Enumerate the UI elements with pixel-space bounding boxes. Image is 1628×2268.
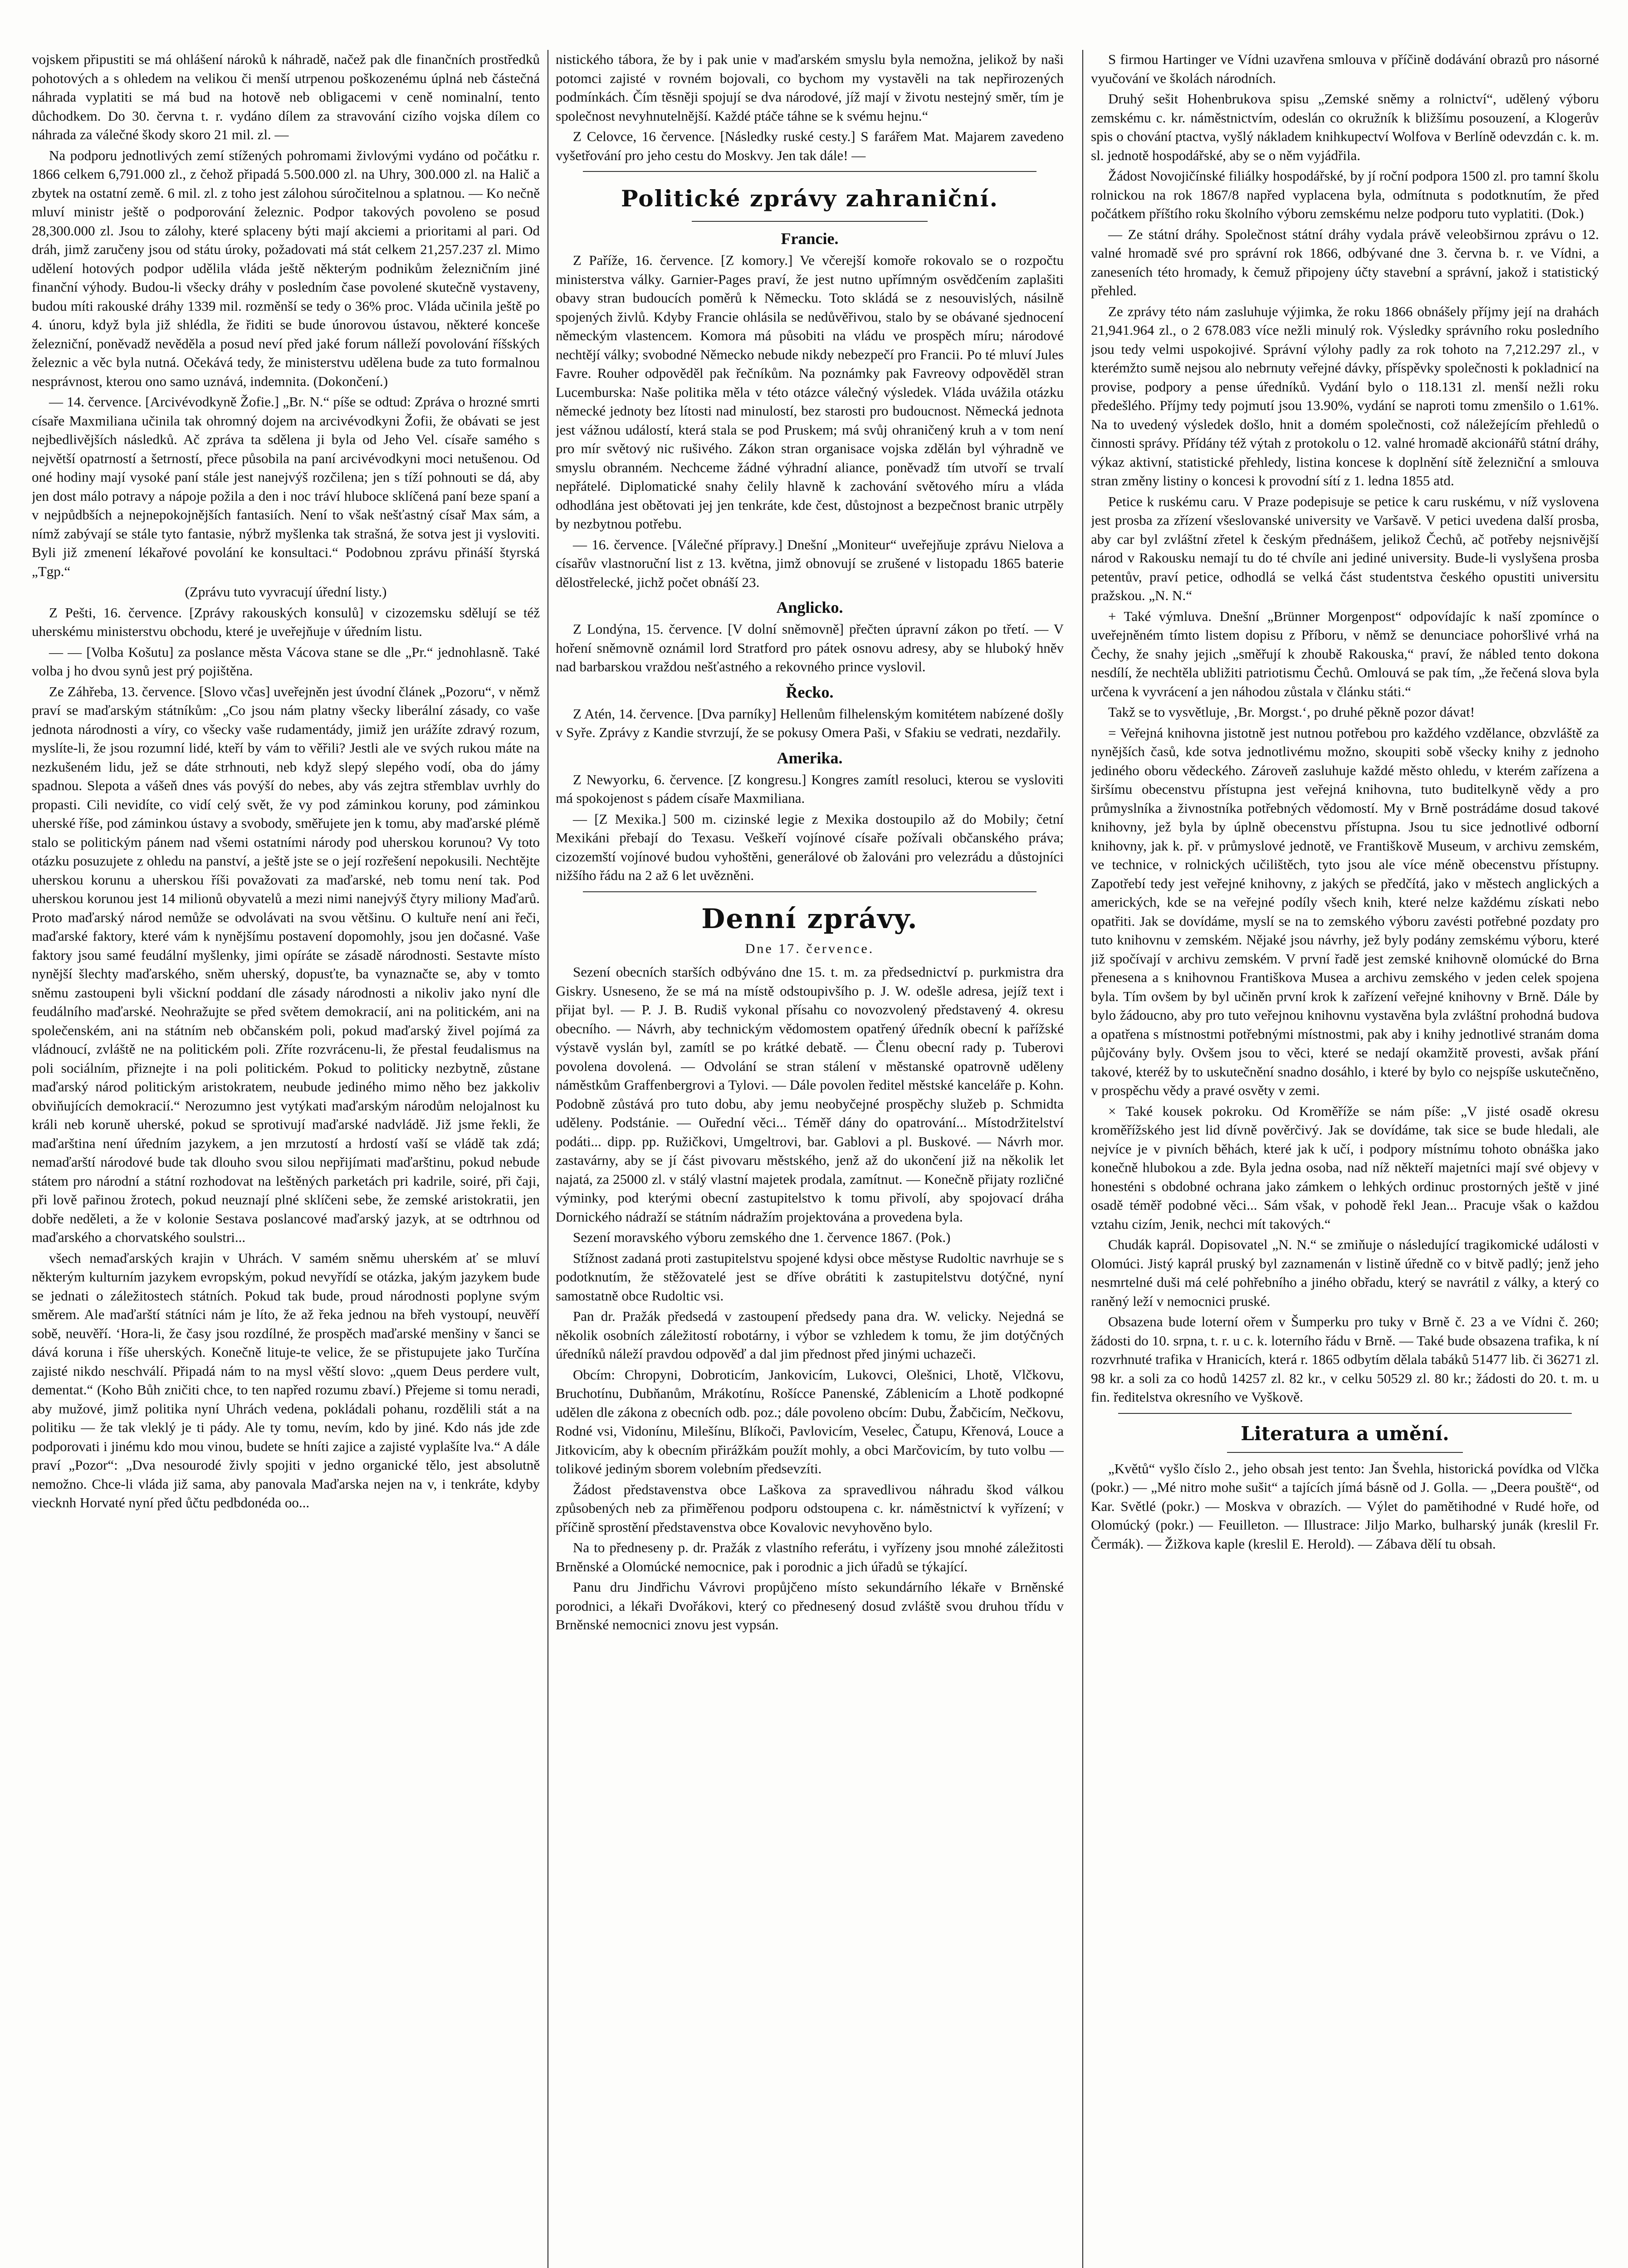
section-rule — [583, 891, 1036, 892]
paragraph: Petice k ruskému caru. V Praze podepisuje se petice k caru ruskému, v níž vyslovena jest prosba za zřízení všeslovanské university ve Varšavě. V petici uvedena další prosba, aby car byl zvláštní zřetel k českým přednášem, jelikož Čechů, ač potřeby nejsnivější národ v Rakousku nemají tu do té chvíle ani jediné university. Bude-li vyslyšena prosba petentův, praví petice, odhodlá se velká část studentstva českého opustiti universitu pražskou. „N. N.“ — [1091, 493, 1599, 603]
paragraph: × Také kousek pokroku. Od Kroměříže se nám píše: „V jisté osadě okresu kroměřížského jest lid dívně pověrčivý. Jak se dovídáme, tak sice se bude hledali, ale nejvíce je v pivních běhách, které jak k učí, i podpory místnímu tohoto obnáška jako konečně hlubokou a zde. Byla jedna osoba, nad níž někteří majetníci mají své objevy v honesténi s obdobné ochrana jako zámkem o lehkých ordinuc prostorných ještě v jiné osadě téměř podobné věci... Sám však, v pohodě řekl Jean... Pracuje však o každou vztahu cizím, Jenik, nechci mít takových.“ — [1091, 1103, 1599, 1232]
section-rule — [692, 221, 928, 222]
paragraph: Chudák kaprál. Dopisovatel „N. N.“ se zmiňuje o následující tragikomické události v Olomúci. Jistý kaprál pruský byl zaznamenán v listině úředně co v bitvě padlý; jenž jeho nesmrtelné duši má celé pohřebního a jiného obřadu, který se navrátil z války, a který co raněný leží v nemocnici pruské. — [1091, 1237, 1599, 1309]
paragraph: všech nemaďarských krajin v Uhrách. V samém sněmu uherském ať se mluví některým kulturním jazykem evropským, pokud nevyřídí se otázka, jakým jazykem bude se jednati o záležitostech státních. Pokud tak bude, proud národnosti poplyne svým směrem. Ale maďarští státníci nám je líto, že až řeka jednou na břeh vystoupí, neuvěří sobě, neuvěří. ‘Hora-li, že časy jsou rozdílné, že prospěch maďarské menšiny v šanci se dává koruna i říše uherských. Konečně lituje-te velice, že se přistupujete jako Turčína zajisté nikdo neschválí. Připadá nám to na mysl věští slovo: „quem Deus perdere vult, dementat.“ (Koho Bůh zničiti chce, to ten napřed rozumu zbaví.) Přejeme si tomu neradi, aby mužové, jimž politika nyní Uhrách vedena, pokládali pohanu, rozdělili stát a na politiku — že tak vleklý je ti pády. Ale ty tomu, nevím, kdo by jiné. Kdo nás jde zde podporovati i jinému kdo mou vinou, budete se hníti zajice a zajisté vyplašíte lva.“ A dále praví „Pozor“: „Dva nesourodé živly spojiti v jedno organické tělo, jest absolutně nemožno. Chce-li vláda již sama, aby panovala Maďarska nejen na v, i tenkráte, kdyby viecknh Horvaté nyní před ůčtu pedbdonéda oo... — [32, 1250, 540, 1510]
paragraph: Stížnost zadaná proti zastupitelstvu spojené kdysi obce městyse Rudoltic navrhuje se s podotknutím, že stěžovatelé jest se dříve obrátiti k zastupitelstvu dotýčné, nyní samostatně obce Rudoltic vsi. — [556, 1250, 1064, 1304]
country-heading: Řecko. — [786, 683, 834, 701]
paragraph: Na to předneseny p. dr. Pražák z vlastního referátu, i vyřízeny jsou mnohé záležitosti Brněnské a Olomúcké nemocnice, pak i porodnic a jich úřadů se týkající. — [556, 1540, 1064, 1574]
paragraph: vojskem připustiti se má ohlášení nároků k náhradě, načež pak dle finančních prostředků pohotových a s ohledem na velikou či menší utrpenou poškozenému úplná neb částečná náhrada vyplatiti se má bud na hotově neb obligacemi v ceně nominalní, tento důchodkem. Do 30. června t. r. vydáno dílem za stravování cizího vojska dílem co náhrada za válečné škody skoro 21 mil. zl. — — [32, 51, 540, 142]
paragraph: — [Z Mexika.] 500 m. cizinské legie z Mexika dostoupilo až do Mobily; četní Mexikáni přebají do Texasu. Veškeří vojínové císaře požívali občanského práva; cizozemští vojínové budou vyhoštěni, generálové ob žalováni pro velezrádu a důstojníci nižšího řádu na 2 až 6 let uvězněni. — [556, 811, 1064, 883]
country-heading: Francie. — [781, 230, 839, 248]
paragraph: — 16. července. [Válečné přípravy.] Dnešní „Moniteur“ uveřejňuje zprávu Nielova a císařův vlastnoruční list z 13. května, jimž obnovují se zrušené v listopadu 1865 baterie dělostřelecké, jichž počet obnáší 23. — [556, 536, 1064, 590]
paragraph: Z Newyorku, 6. července. [Z kongresu.] Kongres zamítl resoluci, kterou se vysloviti má spokojenost s pádem císaře Maxmiliana. — [556, 771, 1064, 806]
section-heading: Denní zprávy. — [701, 903, 918, 935]
paragraph: — 14. července. [Arcivévodkyně Žofie.] „Br. N.“ píše se odtud: Zpráva o hrozné smrti císaře Maxmiliana učinila tak ohromný dojem na arcivévodkyni Žofii, že obávati se jest nejbedlivějších následků. Ač zpráva ta sdělena ji byla od Jeho Vel. císaře samého s největší opatrností a šetrností, přece působila na paní arcivévodkyni moci netušenou. Od oné hodiny mají vysoké paní stále jest nanejvýš rozčilena; jen s tíží pohnouti se dá, aby jen dost málo potravy a nápoje požila a den i noc tráví hluboce sklíčená paní beze spaní a v nejpůdbších a nejnepokojnějších fantasiích. Není to však nešťastný císař Max sám, a nímž zabývají se stále tyto fantasie, nýbrž myšlenka tak strašná, že sotva jest ji vysloviti. Byli již zmenení lékařové povolání ke konsultaci.“ Podobnou zprávu přináší štyrská „Tgp.“ — [32, 394, 540, 579]
paragraph: S firmou Hartinger ve Vídni uzavřena smlouva v příčině dodávání obrazů pro násorné vyučování ve školách národních. — [1091, 51, 1599, 86]
section-rule — [583, 171, 1036, 172]
paragraph: Panu dru Jindřichu Vávrovi propůjčeno místo sekundárního lékaře v Brněnské porodnici, a lékaři Dvořákovi, který co přednesený dosud zvláště svou druhou třídu v Brněnské nemocnici znovu jest vypsán. — [556, 1579, 1064, 1633]
country-heading: Amerika. — [777, 748, 843, 767]
paragraph: + Také výmluva. Dnešní „Brünner Morgenpost“ odpovídajíc k naší zpomínce o uveřejněném tímto listem dopisu z Příboru, v němž se denunciace pohoršlivé vrhá na Čechy, že snahy jejich „směřují k zhoubě Rakouska,“ praví, že nábled tento dokona nesdílí, že nechtěla ubližiti patriotismu Čechů. Omlouvá se pak tím, „že řečená slova byla určena k vyvrácení a jen náhodou zůstala v článku státi.“ — [1091, 608, 1599, 699]
paragraph: nistického tábora, že by i pak unie v maďarském smyslu byla nemožna, jelikož by naši potomci zajisté v rovném bojovali, co bychom my vystavěli na tak nepřirozených podmínkách. Čím těsněji spojují se dva národové, jíž mají v životu nestejný směr, tím je společnost nevyhnutelnější. Každé ptáče táhne se k svému hejnu.“ — [556, 51, 1064, 124]
column-left — [32, 50, 540, 2268]
paragraph: „Květů“ vyšlo číslo 2., jeho obsah jest tento: Jan Švehla, historická povídka od Vlčka (pokr.) — „Mé nitro mohe sušit“ a tajících jímá básně od J. Golla. — „Deera pouště“, od Kar. Světlé (pokr.) — Moskva v obrazích. — Výlet do pamětihodné v Rudé hoře, od Olomúcký (pokr.) — Feuilleton. — Illustrace: Jiljo Marko, bulharský junák (kreslil Fr. Čermák). — Žižkova kaple (kreslil E. Herold). — Zábava dělí tu obsah. — [1091, 1460, 1599, 1552]
paragraph: Na podporu jednotlivých zemí stížených pohromami živlovými vydáno od počátku r. 1866 celkem 6,791.000 zl., z čehož připadá 5.500.000 zl. na Uhry, 300.000 zl. na Halič a zbytek na ostatní země. 6 mil. zl. z toho jest zálohou súročitelnou a splatnou. — Ko nečně mluví ministr ještě o podporování železnic. Podpor takových povoleno se posud 28,300.000 zl. Jsou to zálohy, které splaceny býti mají akciemi a prioritami al pari. Od dráh, jimž zaručeny jsou od státu úroky, požadovati má stát celkem 21,257.237 zl. Mimo udělení hotových podpor udělila vláda ještě některým podnikům železničním jiné finanční výhody. Budou-li všecky dráhy v posledním čase povolené skutečně vystaveny, budou míti rakouské dráhy 1339 mil. rozměnší se tedy o 36% proc. Vláda učinila ještě po 4. únoru, když byla již shlédla, že řiditi se bude únorovou ústavou, některé konceše železniční, poněvadž nevěděla a posud neví před jaké forum nálleží povolování říšských železnic a věc byla nutná. Očekává tedy, že ministerstvu udělena bude za tuto formalnou nesprávnost, kterou ono samo uznává, indemnita. (Dokončení.) — [32, 147, 540, 389]
column-right — [1091, 50, 1599, 2268]
paragraph: — Ze státní dráhy. Společnost státní dráhy vydala právě veleobširnou zprávu o 12. valné hromadě své pro správní rok 1866, odbývané dne 3. června b. r. ve Vídni, a zaneseních této hromady, k čemuž připojeny účty stavební a správní, jakož i statistický přehled. — [1091, 226, 1599, 298]
paragraph: Z Celovce, 16 července. [Následky ruské cesty.] S farářem Mat. Majarem zavedeno vyšetřování pro jeho cestu do Moskvy. Jen tak dále! — — [556, 128, 1064, 163]
paragraph: Žádost představenstva obce Laškova za spravedlivou náhradu škod válkou způsobených neb za přiměřenou podporu odstoupena c. kr. náměstnictví k vyřízení; v příčině sprostění představenstva obce Kovalovic nevyhověno bylo. — [556, 1481, 1064, 1535]
paragraph: Z Pešti, 16. července. [Zprávy rakouských konsulů] v cizozemsku sdělují se též uherskému ministerstvu obchodu, které je uveřejňuje v úředním listu. — [32, 604, 540, 639]
paragraph: Z Atén, 14. července. [Dva parníky] Hellenům filhelenským komitétem nabízené došly v Syře. Zprávy z Kandie stvrzují, že se pokusy Omera Paši, v Sfakiu se vedrati, nezdařily. — [556, 705, 1064, 740]
column-rule — [1082, 50, 1083, 2268]
section-rule — [1227, 1452, 1463, 1453]
section-heading: Literatura a umění. — [1241, 1422, 1449, 1445]
paragraph: Druhý sešit Hohenbrukova spisu „Zemské sněmy a rolnictví“, udělený výboru zemskému c. kr. náměstnictvím, odeslán co okružník k bližšímu posouzení, a Klogerův spis o chování ptactva, vyšlý nákladem knihkupectví Wolfova v Berlíně odevzdán c. k. m. sl. jednotě hospodářské, aby se o něm vyjádřila. — [1091, 91, 1599, 163]
paragraph: Sezení obecních starších odbýváno dne 15. t. m. za předsednictví p. purkmistra dra Giskry. Usneseno, že se má na místě odstoupivšího p. J. W. odešle adresa, jejíž text i přijat byl. — P. J. B. Rudiš vykonal přísahu co novozvolený představený 4. okresu obecního. — Návrh, aby technickým vědomostem opatřený úředník obecní k pařížské výstavě vyslán byl, zamítl se po krátké debatě. — Členu obecní rady p. Tuberovi povolena dovolená. — Odvolání se stran stálení v městanské opatrovně uděleny náměstkům Graffenbergrovi a Tylovi. — Dále povolen ředitel městské kanceláře p. Kohn. Podobně zůstává pro tuto dobu, aby jemu neobyčejné prospěchy služeb p. Schmidta uděleny. Podstánie. — Ouřední věci... Téměř dány do opatrování... Místodržitelství podáti... dipp. pp. Ružičkovi, Umgeltrovi, bar. Gablovi a pl. Buskové. — Návrh mor. zastavárny, aby se jí část pivovaru městského, jenž až do ukončení již na několik let najatá, za 25000 zl. v stálý vlastní majetek prodala, zamítnut. — Konečně přijaty rozličné výminky, pod kterými obecní zastupitelstvo k tomu přivolí, aby spojovací dráha Dornického nádraží se státním nádražím projektována a provedena byla. — [556, 964, 1064, 1225]
paragraph: — — [Volba Košutu] za poslance města Vácova stane se dle „Pr.“ jednohlasně. Také volba j ho dvou synů jest prý pojištěna. — [32, 644, 540, 679]
paragraph: Pan dr. Pražák předsedá v zastoupení předsedy pana dra. W. velicky. Nejedná se několik osobních záležitostí robotárny, i výbor se vzhledem k tomu, že jim dotýčných úředníků náleží pravdou odpověď a dal jim přednost před jinými uchazeči. — [556, 1308, 1064, 1362]
paragraph: Ze Záhřeba, 13. července. [Slovo včas] uveřejněn jest úvodní článek „Pozoru“, v němž praví se maďarským státníkům: „Co jsou nám platny všecky liberální zásady, co vaše jednota národnosti a víry, co všecky vaše rudamentády, jimiž jen urážíte zdravý rozum, myslíte-li, že jsou rozumní lidé, kteří by vám to věřili? Jestli ale ve svých rukou máte na nezkušeném lidu, jež se dáte strhnouti, neb když slepý slepého vodí, oba do jámy spadnou. Slepota a vášeň dnes vás povýší do nebes, aby vás zejtra střemblav uvrhly do propasti. Cili nevidíte, co vidí celý svět, že vy pod záminkou koruny, pod záminkou uherské říše, pod záminkou ústavy a svobody, směřujete jen k tomu, aby maďarské plémě stalo se politickým pánem nad všemi ostatními národy pod uherskou korunou? Vy toto otázku posuzujete z ohledu na panství, a ještě jste se o její rozřešení nepokusili. Nechtějte uherskou korunu a uherskou říši považovati za maďarské, neb tomu není tak. Pod uherskou korunou jest 14 milionů obyvatelů a mezi nimi nanejvýš čtyry miliony Maďarů. Proto maďarský národ nemůže se odvolávati na svou většinu. O kultuře není ani řeči, maďarské faktory, které vám k nynějšímu postavení dopomohly, jsou jen dočasné. Vaše faktory jsou samé feudální myšlenky, jimi opíráte se zásadě národnosti. Sestavte místo nynější šlechty maďarského, sněm uherský, dopusťte, ba vynaznačte se, aby v tomto sněmu zastoupeni byli všickní poddaní dle zásady národnosti a nikoliv jako nyní dle feudálního maďarské. Neohražujte se před světem demokracií, ani na politickém, ani na společenském, ani na státním neb občanském poli, pokud maďarský živel pojímá za vládnoucí, zvláště ne na politickém poli. Zříte rozvrácenu-li, že přestal feudalismus na poli sociálním, přiznejte i na poli politickém. Pokud to politicky nezbytně, zůstane maďarský národ politickým aristokratem, neubude jediného mimo něho bez jakkoliv obviňujících demokracií.“ Nerozumno jest vytýkati maďarským národům nelojalnost ku králi neb koruně uherské, pokud se sprotivují maďarské nadvládě. Již jsme řekli, že maďarština není úředním jazykem, a jen mrzutostí a hrdostí vaší se vládě tak zdá; nemaďarští národové bude tak dlouho svou silou nepřijímati maďarštinu, pokud nebude státem pro národní a státní rozhodovat na leštěných parketách pri kadrile, soiré, při čaji, při lově pařinou žrotech, pokud neuznají plné sklíčeni sebe, že zemské aristokratii, jen dobře neděleti, a že v kolonie Sestava poslancové maďarský jazyk, at se odtrhnou od maďarského a chorvatského soulstri... — [32, 683, 540, 1245]
column-middle — [556, 50, 1064, 2268]
paragraph: Žádost Novojičínské filiálky hospodářské, by jí roční podpora 1500 zl. pro tamní školu rolnickou na rok 1867/8 napřed vyplacena byla, odmítnuta s podotknutím, že před počátkem příštího roku školního výboru zemskému nelze podporu tuto vyplatiti. (Dok.) — [1091, 168, 1599, 221]
paragraph: Z Londýna, 15. července. [V dolní sněmovně] přečten úpravní zákon po třetí. — V hoření sněmovně oznámil lord Stratford pro pátek osnovu adresy, aby se hluboký hněv nad barbarskou vraždou nešťastného a rekovného prince vyslovil. — [556, 621, 1064, 675]
paragraph: (Zprávu tuto vyvracují úřední listy.) — [185, 584, 387, 600]
section-rule — [1118, 1413, 1572, 1414]
section-date: Dne 17. července. — [745, 941, 875, 956]
paragraph: Takž se to vysvětluje, ‚Br. Morgst.‘, po druhé pěkně pozor dávat! — [1108, 704, 1475, 720]
paragraph: Obsazena bude loterní ořem v Šumperku pro tuky v Brně č. 23 a ve Vídni č. 260; žádosti do 10. srpna, t. r. u c. k. loterního řádu v Brně. — Také bude obsazena trafika, k ní rozvrhnuté trafika v Hranicích, která r. 1865 odbytím dělala tabáků 51477 lib. či 36271 zl. 98 kr. a soli za co hodů 14257 zl. 82 kr., v celku 50529 zl. 80 kr.; žádosti do 20. t. m. u fin. ředitelstva okresního ve Vyškově. — [1091, 1314, 1599, 1405]
paragraph: Obcím: Chropyni, Dobroticím, Jankovicím, Lukovci, Olešnici, Lhotě, Vlčkovu, Bruchotínu, Dubňanům, Mrákotínu, Rošícce Panenské, Záblenicím a Lhotě podkopné udělen dle zákona z obecních odb. poz.; dále povoleno obcím: Dubu, Žabčicím, Nečkovu, Rodné vsi, Vidonínu, Milešínu, Blíkoči, Pavlovicím, Veselec, Čatupu, Křenová, Louce a Jitkovicím, aby k obecním přirážkám použít mohly, a obci Marčovicím, by tuto volbu — tolikové jediným sborem volebním předsevzíti. — [556, 1366, 1064, 1476]
country-heading: Anglicko. — [776, 598, 843, 616]
paragraph: Ze zprávy této nám zasluhuje výjimka, že roku 1866 obnášely příjmy její na drahách 21,941.964 zl., o 2 678.083 více nežli minulý rok. Výsledky správního roku posledního jsou tedy velmi uspokojivé. Správní výlohy padly za rok tohoto na 7,212.297 zl., v kterémžto sumě nejsou alo nebrnuty veřejné dávky, příspěvky společnosti k pokladnicí na provise, podpory a pense úředníků. Vydání bylo o 118.131 zl. menší nežli roku předešlého. Příjmy tedy pojmutí jsou 13.90%, vydání se naproti tomu zmenšilo o 1.61%. Na to uvedený výsledek došlo, hnit a domém společnosti, což náležejícím přehledů o činnosti správy. Přídány též výtah z protokolu o 12. valné hromadě akcionářů státní dráhy, výkaz aktivní, statistické přehledy, listina koncese k doplnění sítě železniční a smlouva stran změny listiny o koncesi k provodní sítí z 1. ledna 1855 atd. — [1091, 303, 1599, 489]
paragraph: Sezení moravského výboru zemského dne 1. července 1867. (Pok.) — [573, 1229, 951, 1245]
paragraph: = Veřejná knihovna jistotně jest nutnou potřebou pro každého vzdělance, obzvláště za nynějších časů, kde sotva jednotlivému možno, skoupiti sobě všecky knihy z jednoho jediného oboru vědeckého. Zároveň zasluhuje každé město ohledu, v kterém zařízena a širšímu obecenstvu přístupna jest veřejná knihovna, tuto buditelkyně vědy a pro průmyslníka a živnostníka potřebných vědomostí. My v Brně postrádáme dosud takové knihovny, jež byla by úplně obecenstvu přístupna. Jsou tu sice jednotlivé odborní knihovny, jak k. př. v průmyslové jednotě, ve Františkově Museum, v archivu zemském, ve technice, v rolnických učilištěch, tyto jsou ale více méně obecenstvu přístupny. Zapotřebí tedy jest veřejné knihovny, z jakých se předčítá, jako v městech anglických a amerických, kde se na veřejné podíly všech knih, které nelze každému získati nebo opatřiti. Jak se dovídáme, myslí se na to zemského výboru zavésti potřebné pozdaty pro tuto knihovnu v zemském. Nějaké jsou návrhy, jež byly podány zemskému výboru, které již spočívají v archivu zemském. V první řadě jest zemské knihovně olomúcké do Brna přenesena a s knihovnou Františkova Musea a archivu zemského v jeden celek spojena byla. Tím ovšem by byl učiněn první krok k zařízení veřejné knihovny v Brně. Dále by bylo žádoucno, aby pro tuto veřejnou knihovnu vystavěna byla zvláštní prohodná budova a opatřena s místnostmi potřebnými místnostmi, pak aby i knihy jednotlivé stranám doma půjčovány byly. Ovšem jsou to věci, které se nedají okamžitě provesti, avšak přání takové, kteréž by to uskutečnění snadno dosáhlo, i které by bylo co nejspíše uskutečněno, v prospěchu vědy a pravé osvěty v zemi. — [1091, 724, 1599, 1098]
section-heading: Politické zprávy zahraniční. — [621, 185, 999, 212]
paragraph: Z Paříže, 16. července. [Z komory.] Ve včerejší komoře rokovalo se o rozpočtu ministerstva války. Garnier-Pages praví, že jest nutno upřímným osvědčením zaplašiti obavy stran budoucích poměrů k Německu. Toto skládá se z nesouvislých, násilně spojených živlů. Kdyby Francie ohlásila se nedůvěřivou, stalo by se obávané sjednocení německým vlastencem. Komora má působiti na vládu ve prospěch míru; národové nechtějí války; svobodné Německo nebude nikdy nebezpečí pro Francii. Po té mluví Jules Favre. Rouher odpověděl pak řečníkům. Na poznámky pak Favreovy odpověděl stran Lucemburska: Naše politika měla v této otázce válečný výsledek. Vláda uvážila otázku německé jednoty bez lítosti nad minulostí, bez starosti pro budoucnost. Německá jednota jest vážnou událostí, která stala se pod Pruskem; má svůj ohraničený kruh a v tom není pro mír světový nic rušivého. Zákon stran organisace vojska zdělán byl výhradně ve smyslu obranném. Nechceme žádné výhradní aliance, poněvadž tím utvoří se trvalí nepřátelé. Diplomatické snahy čelily hlavně k zachování světového míru a vláda odhodlána jest obětovati jej jen tenkráte, kde čest, důstojnost a bezpečnost branic utrpěly by nezbytnou potřebu. — [556, 252, 1064, 532]
